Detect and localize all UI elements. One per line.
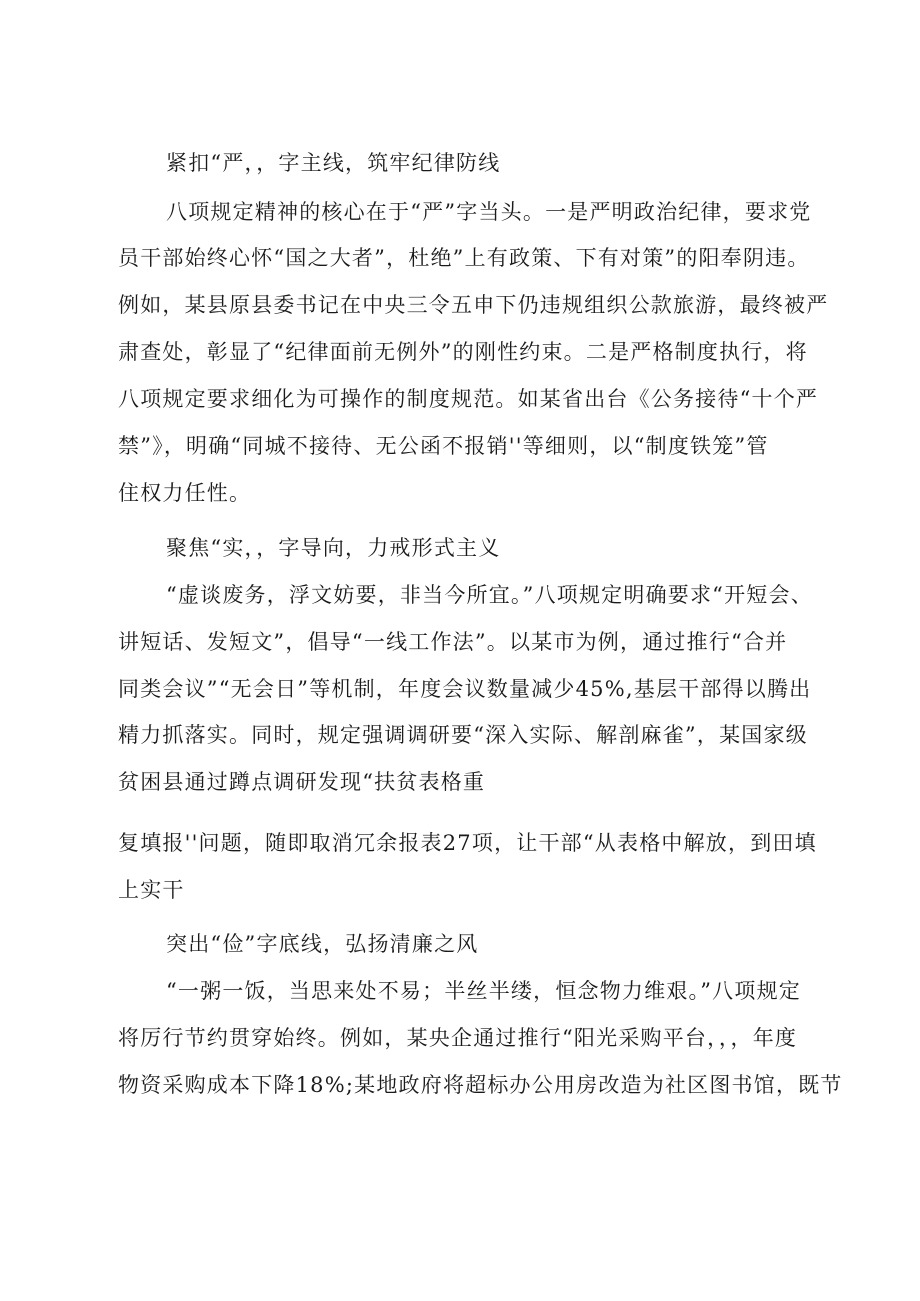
paragraph-line: 肃查处，彰显了“纪律面前无例外”的刚性约束。二是严格制度执行，将: [118, 340, 808, 364]
section-heading-3: 突出“俭”字底线，弘扬清廉之风: [166, 932, 479, 956]
paragraph-line: “一粥一饭，当思来处不易；半丝半缕，恒念物力维艰。”八项规定: [166, 979, 801, 1003]
paragraph-line: 物资采购成本下降18%;某地政府将超标办公用房改造为社区图书馆，既节: [118, 1073, 843, 1097]
paragraph-line: 员干部始终心怀“国之大者”，杜绝”上有政策、下有对策”的阳奉阴违。: [118, 246, 810, 270]
paragraph-line: 上实干: [118, 878, 185, 902]
paragraph-line: 禁”》，明确“同城不接待、无公函不报销''等细则，以“制度铁笼”管: [118, 434, 769, 458]
paragraph-line: 精力抓落实。同时，规定强调调研要“深入实际、解剖麻雀”，某国家级: [118, 723, 808, 747]
paragraph-line: 贫困县通过蹲点调研发现“扶贫表格重: [118, 770, 486, 794]
paragraph-line: “虚谈废务，浮文妨要，非当今所宜。”八项规定明确要求“开短会、: [166, 583, 813, 607]
paragraph-line: 将厉行节约贯穿始终。例如，某央企通过推行“阳光采购平台，，，年度: [118, 1026, 798, 1050]
section-heading-2: 聚焦“实，，字导向，力戒形式主义: [166, 536, 501, 560]
paragraph-line: 八项规定要求细化为可操作的制度规范。如某省出台《公务接待“十个严: [118, 387, 819, 411]
paragraph-line: 住权力任性。: [118, 481, 252, 505]
paragraph-line: 八项规定精神的核心在于“严”字当头。一是严明政治纪律，要求党: [166, 200, 812, 224]
paragraph-line: 复填报''问题，随即取消冗余报表27项，让干部“从表格中解放，到田填: [118, 831, 817, 855]
paragraph-line: 例如，某县原县委书记在中央三令五申下仍违规组织公款旅游，最终被严: [118, 293, 829, 317]
section-heading-1: 紧扣“严，，字主线，筑牢纪律防线: [166, 151, 501, 175]
paragraph-line: 同类会议”“无会日”等机制，年度会议数量减少45%,基层干部得以腾出: [118, 677, 812, 701]
paragraph-line: 讲短话、发短文”，倡导“一线工作法”。以某市为例，通过推行“合并: [118, 630, 788, 654]
